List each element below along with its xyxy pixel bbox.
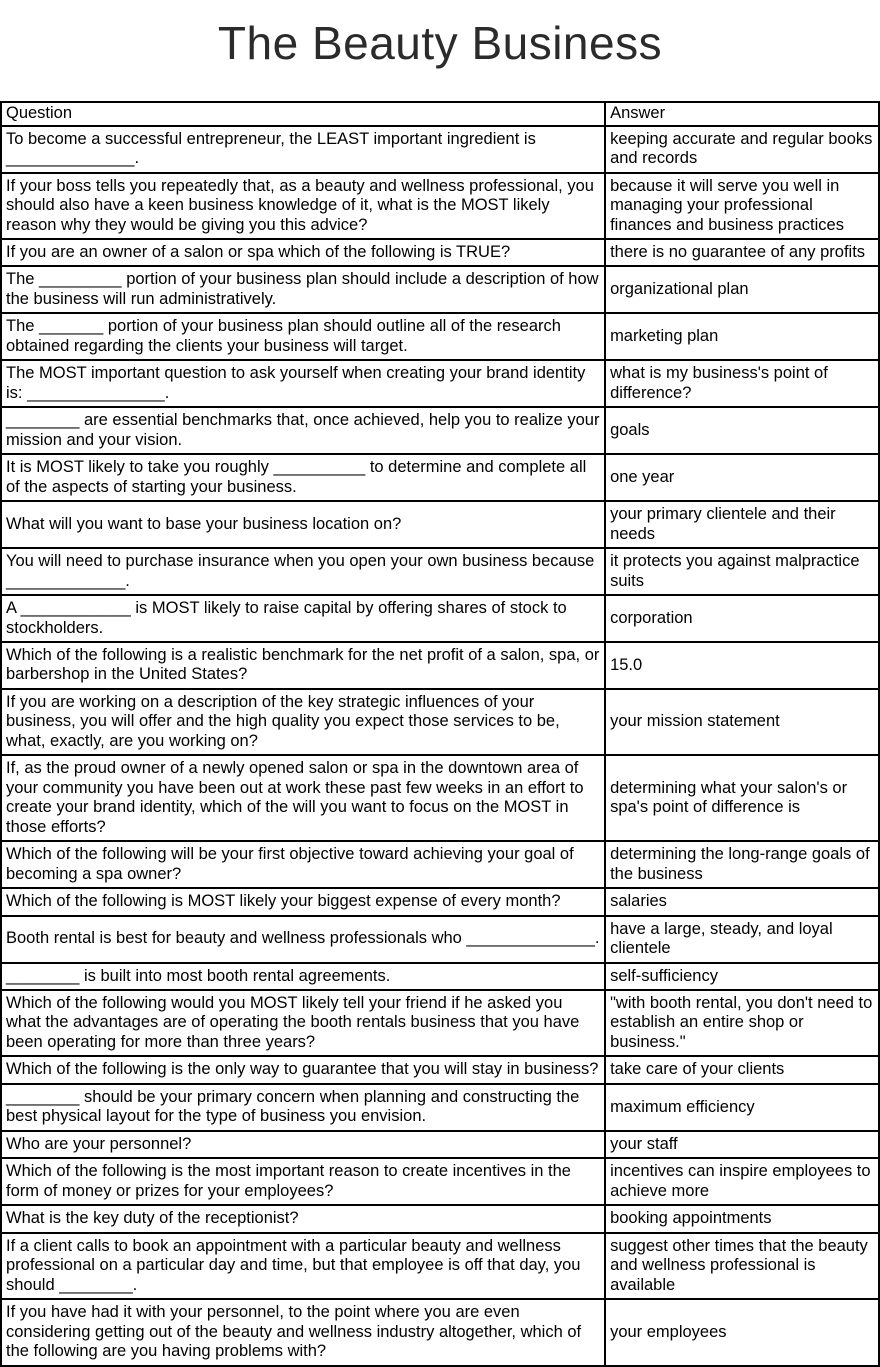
answer-cell: 15.0 (605, 642, 879, 689)
answer-cell: goals (605, 407, 879, 454)
answer-cell: keeping accurate and regular books and records (605, 126, 879, 173)
table-row (1, 990, 879, 1056)
question-cell: What will you want to base your business location on? (1, 501, 605, 548)
question-cell: If you are working on a description of the key strategic influences of your business, you will offer and the high quality you expect those services to be, what, exactly, are you working on? (1, 689, 605, 755)
question-cell: If your boss tells you repeatedly that, as a beauty and wellness professional, you should also have a keen business knowledge of it, what is the MOST likely reason why they would be giving you this advice? (1, 173, 605, 239)
table-row (1, 642, 879, 689)
table-header-row (1, 102, 879, 125)
table-row (1, 1056, 879, 1083)
answer-column-header: Answer (605, 102, 879, 125)
table-row (1, 689, 879, 755)
qa-table-body (1, 126, 879, 1366)
answer-cell: determining what your salon's or spa's point of difference is (605, 755, 879, 841)
page-title: The Beauty Business (217, 17, 663, 69)
answer-cell: determining the long-range goals of the business (605, 841, 879, 888)
question-cell: Which of the following is the only way to guarantee that you will stay in business? (1, 1056, 605, 1083)
table-row (1, 313, 879, 360)
question-cell: To become a successful entrepreneur, the LEAST important ingredient is ______________. (1, 126, 605, 173)
answer-cell: "with booth rental, you don't need to establish an entire shop or business." (605, 990, 879, 1056)
answer-cell: your employees (605, 1299, 879, 1365)
table-row (1, 548, 879, 595)
answer-cell: self-sufficiency (605, 963, 879, 990)
question-cell: The _________ portion of your business plan should include a description of how the business will run administratively. (1, 266, 605, 313)
question-cell: The _______ portion of your business plan should outline all of the research obtained regarding the clients your business will target. (1, 313, 605, 360)
table-row (1, 454, 879, 501)
answer-cell: take care of your clients (605, 1056, 879, 1083)
table-row (1, 1205, 879, 1232)
table-row (1, 755, 879, 841)
table-row (1, 266, 879, 313)
question-cell: ________ are essential benchmarks that, once achieved, help you to realize your mission and your vision. (1, 407, 605, 454)
answer-cell: suggest other times that the beauty and wellness professional is available (605, 1233, 879, 1299)
table-row (1, 841, 879, 888)
table-row (1, 173, 879, 239)
question-cell: If you are an owner of a salon or spa which of the following is TRUE? (1, 239, 605, 266)
table-row (1, 1233, 879, 1299)
answer-cell: one year (605, 454, 879, 501)
table-row (1, 1131, 879, 1158)
question-cell: Who are your personnel? (1, 1131, 605, 1158)
answer-cell: have a large, steady, and loyal clientele (605, 916, 879, 963)
table-row (1, 916, 879, 963)
question-cell: Which of the following is MOST likely your biggest expense of every month? (1, 888, 605, 915)
answer-cell: maximum efficiency (605, 1084, 879, 1131)
question-cell: Which of the following is the most important reason to create incentives in the form of money or prizes for your employees? (1, 1158, 605, 1205)
question-cell: Which of the following will be your first objective toward achieving your goal of becoming a spa owner? (1, 841, 605, 888)
question-column-header: Question (1, 102, 605, 125)
question-cell: What is the key duty of the receptionist? (1, 1205, 605, 1232)
question-cell: ________ should be your primary concern when planning and constructing the best physical layout for the type of business you envision. (1, 1084, 605, 1131)
answer-cell: marketing plan (605, 313, 879, 360)
question-cell: You will need to purchase insurance when you open your own business because _____________. (1, 548, 605, 595)
answer-cell: your primary clientele and their needs (605, 501, 879, 548)
table-row (1, 360, 879, 407)
answer-cell: because it will serve you well in managing your professional finances and business practices (605, 173, 879, 239)
answer-cell: organizational plan (605, 266, 879, 313)
answer-cell: your mission statement (605, 689, 879, 755)
question-cell: Booth rental is best for beauty and wellness professionals who ______________. (1, 916, 605, 963)
table-row (1, 1158, 879, 1205)
question-cell: Which of the following would you MOST likely tell your friend if he asked you what the advantages are of operating the booth rentals business that you have been operating for more than three years? (1, 990, 605, 1056)
table-row (1, 888, 879, 915)
table-row (1, 407, 879, 454)
table-row (1, 1084, 879, 1131)
answer-cell: there is no guarantee of any profits (605, 239, 879, 266)
question-cell: If, as the proud owner of a newly opened salon or spa in the downtown area of your community you have been out at work these past few weeks in an effort to create your brand identity, which of the will you want to focus on the MOST in those efforts? (1, 755, 605, 841)
question-cell: The MOST important question to ask yourself when creating your brand identity is: _______________. (1, 360, 605, 407)
answer-cell: what is my business's point of difference? (605, 360, 879, 407)
table-row (1, 963, 879, 990)
question-cell: A ____________ is MOST likely to raise capital by offering shares of stock to stockholders. (1, 595, 605, 642)
answer-cell: your staff (605, 1131, 879, 1158)
question-cell: ________ is built into most booth rental agreements. (1, 963, 605, 990)
table-row (1, 501, 879, 548)
answer-cell: salaries (605, 888, 879, 915)
question-cell: It is MOST likely to take you roughly __________ to determine and complete all of the aspects of starting your business. (1, 454, 605, 501)
question-cell: If you have had it with your personnel, to the point where you are even considering getting out of the beauty and wellness industry altogether, which of the following are you having problems with? (1, 1299, 605, 1365)
table-row (1, 595, 879, 642)
answer-cell: incentives can inspire employees to achieve more (605, 1158, 879, 1205)
table-row (1, 1299, 879, 1365)
answer-cell: corporation (605, 595, 879, 642)
table-row (1, 126, 879, 173)
answer-cell: booking appointments (605, 1205, 879, 1232)
answer-cell: it protects you against malpractice suits (605, 548, 879, 595)
question-cell: If a client calls to book an appointment with a particular beauty and wellness professional on a particular day and time, but that employee is off that day, you should ________. (1, 1233, 605, 1299)
question-cell: Which of the following is a realistic benchmark for the net profit of a salon, spa, or barbershop in the United States? (1, 642, 605, 689)
table-row (1, 239, 879, 266)
qa-table (0, 101, 880, 1366)
